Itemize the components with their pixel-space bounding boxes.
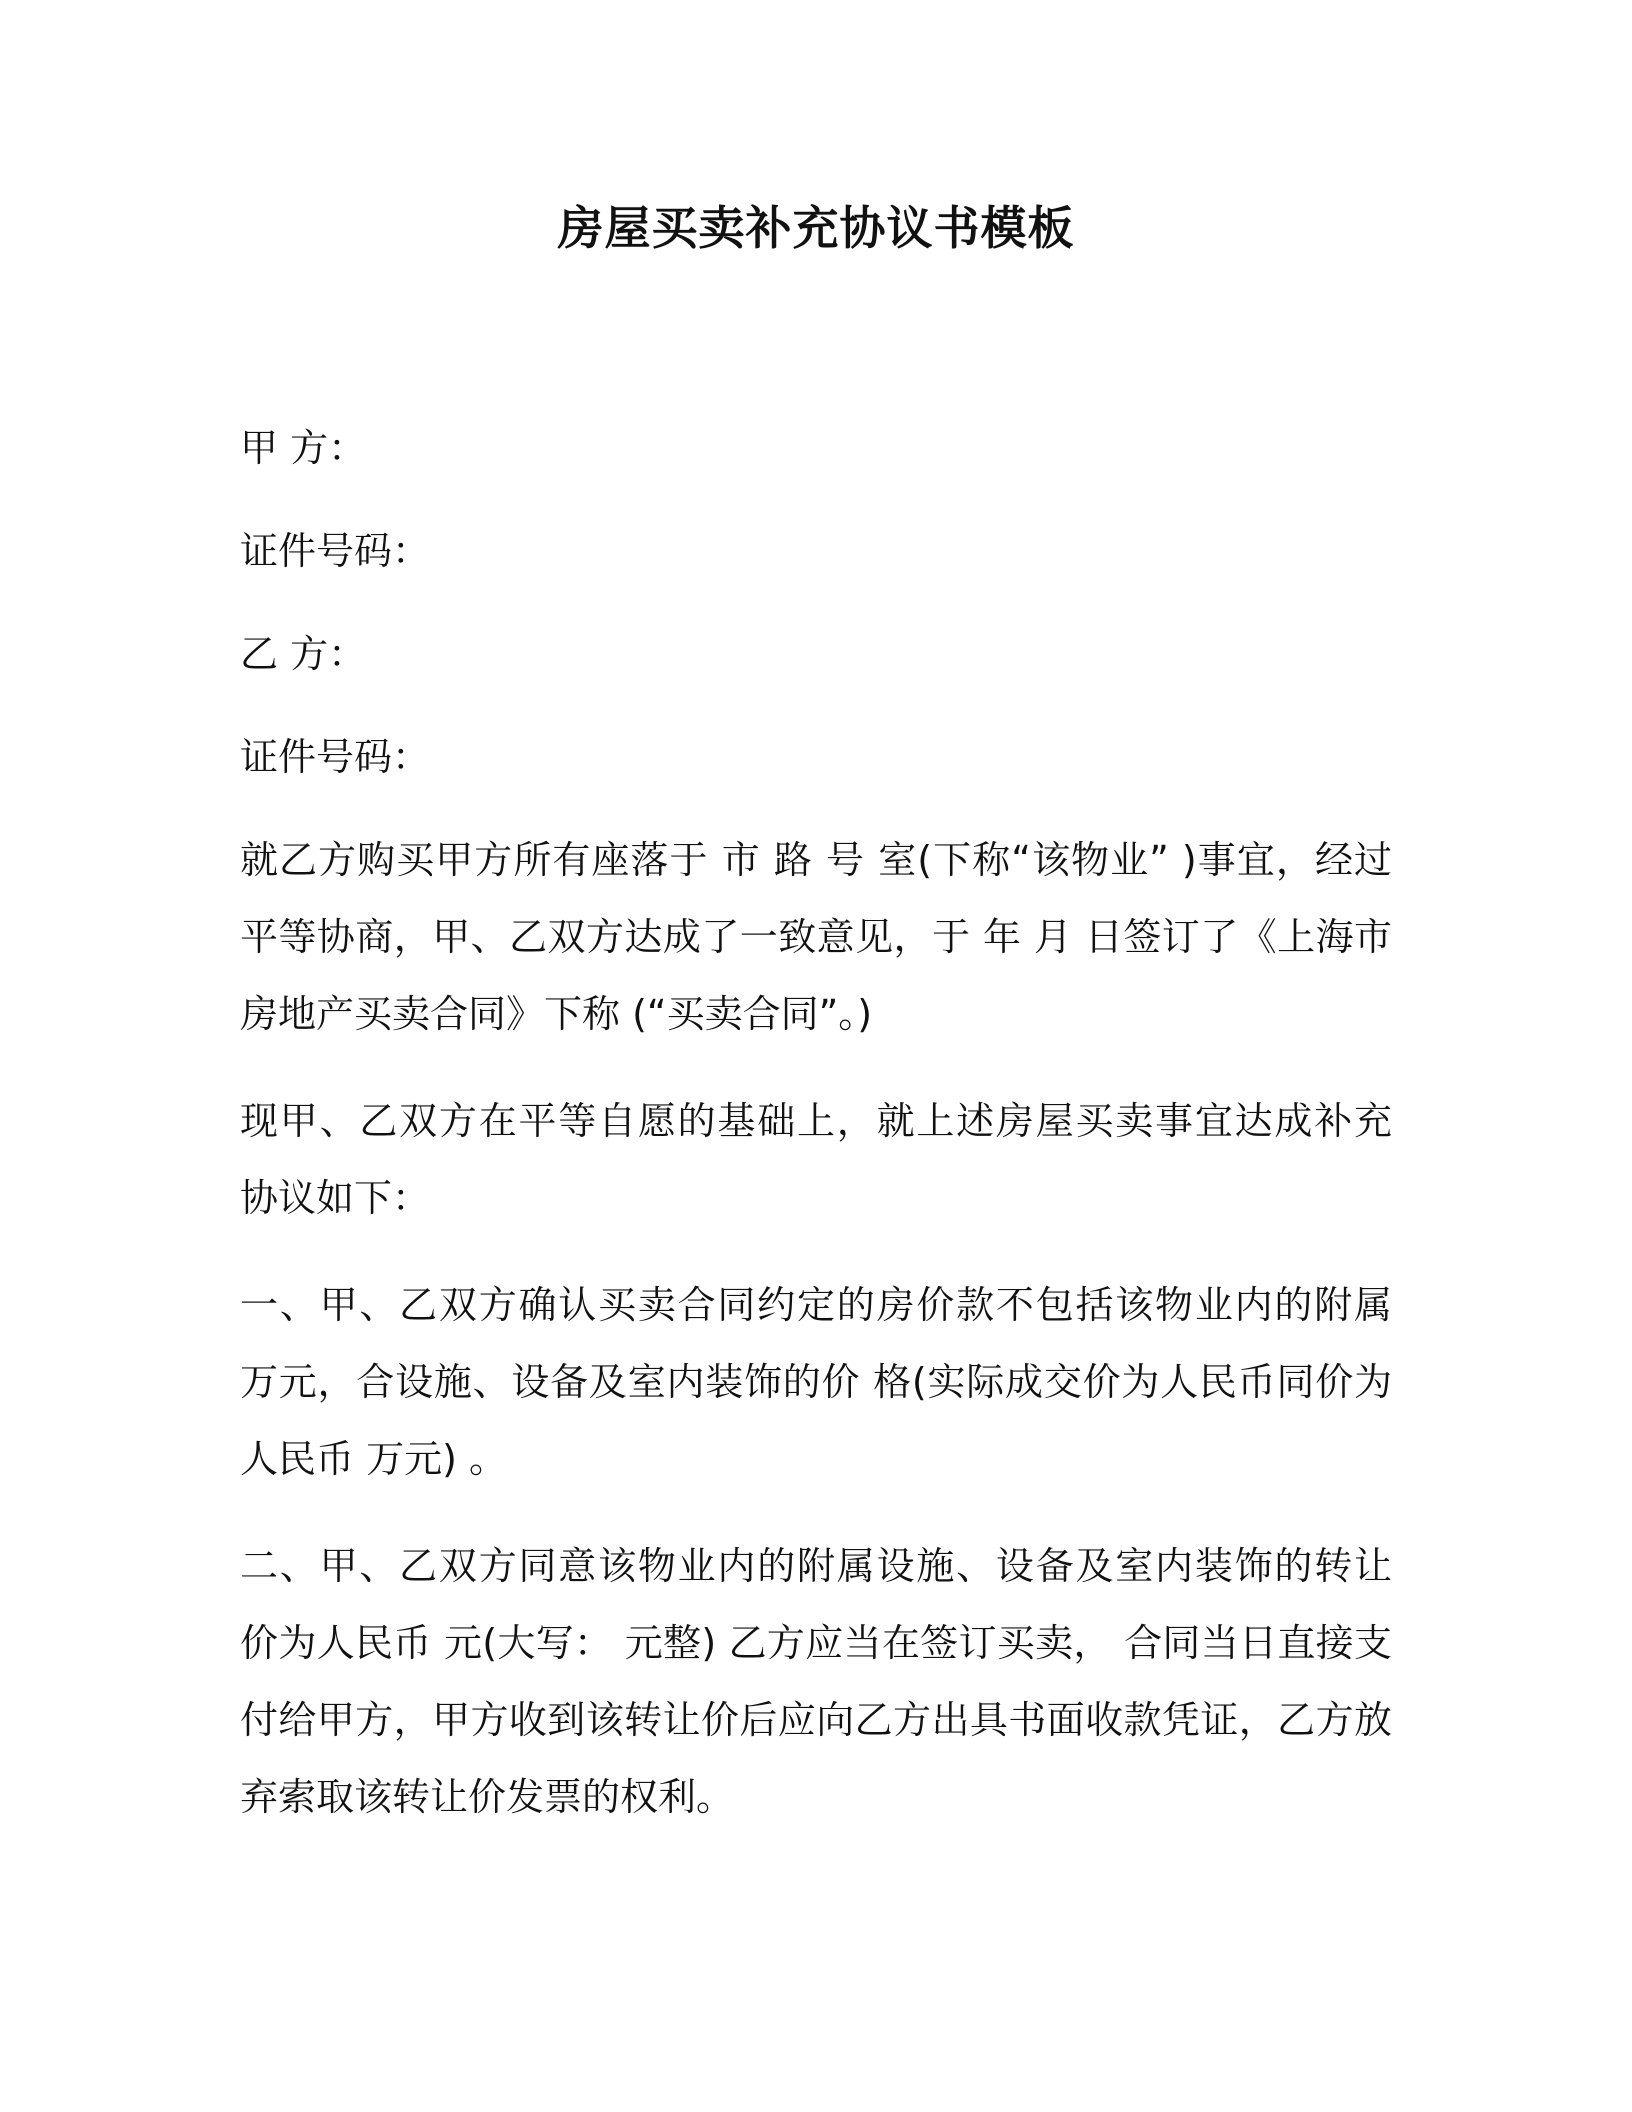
- agreement-lead-paragraph: 现甲、乙双方在平等自愿的基础上，就上述房屋买卖事宜达成补充 协议如下：: [240, 1099, 1392, 1220]
- clause-two-paragraph: 二、甲、乙双方同意该物业内的附属设施、设备及室内装饰的转让 价为人民币 元(大写： 元整) 乙方应当在签订买卖， 合同当日直接支付给甲方，甲方收到该转让价后应向乙方出具书面收款凭证，乙方放弃索取该转让价发票的权利。: [240, 1544, 1392, 1819]
- document-title: 房屋买卖补充协议书模板: [557, 201, 1075, 255]
- clause-one-paragraph: 一、甲、乙双方确认买卖合同约定的房价款不包括该物业内的附属 万元，合设施、设备及室内装饰的价 格(实际成交价为人民币同价为人民币 万元) 。: [240, 1283, 1392, 1481]
- party-b-field: 乙 方：: [240, 632, 367, 676]
- party-b-id-field: 证件号码：: [240, 735, 431, 779]
- party-a-field: 甲 方：: [240, 426, 367, 470]
- intro-paragraph: 就乙方购买甲方所有座落于 市 路 号 室(下称“该物业” )事宜，经过平等协商，甲、乙双方达成了一致意见，于 年 月 日签订了《上海市房地产买卖合同》下称 (“买卖合同”。): [240, 838, 1392, 1036]
- party-a-id-field: 证件号码：: [240, 529, 431, 573]
- document-body: [240, 410, 1392, 1836]
